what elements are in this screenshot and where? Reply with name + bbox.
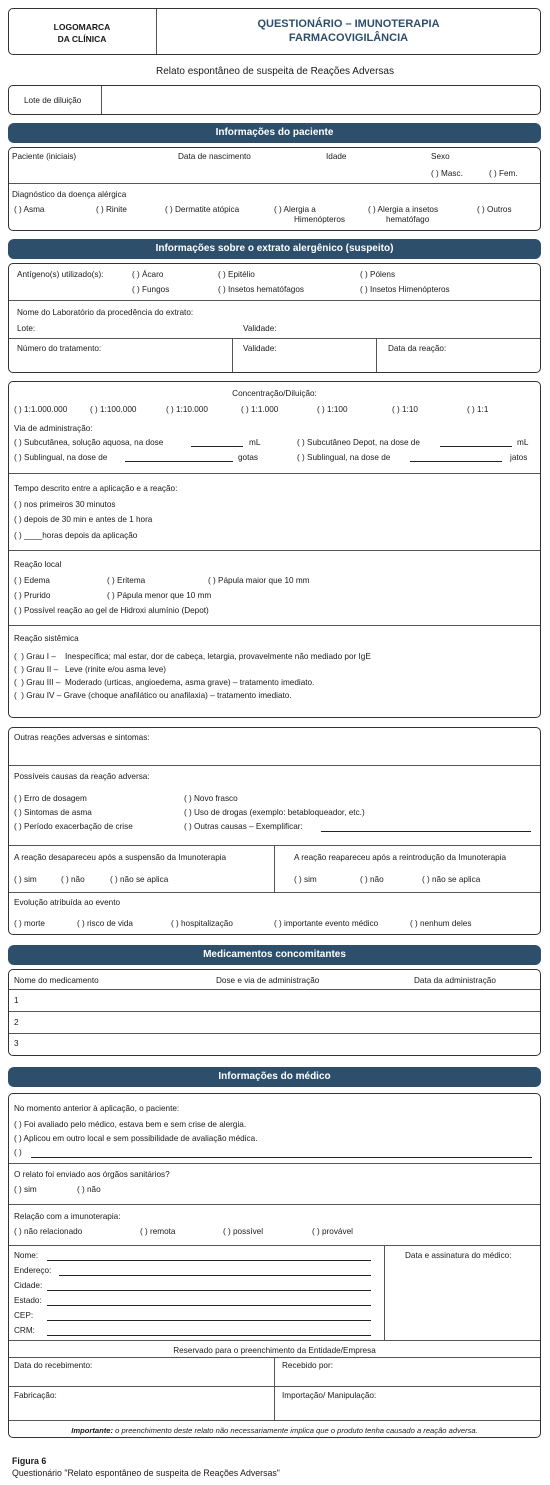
- import-label: Importação/ Manipulação:: [282, 1391, 377, 1400]
- doctor-signature-label: Data e assinatura do médico:: [405, 1251, 512, 1260]
- systemic-grau1-checkbox[interactable]: ( ) Grau I – Inespecífica; mal estar, dor de cabeça, letargia, provavelmente não mediado por IgE: [14, 652, 371, 661]
- extract-divider-1: [9, 300, 540, 301]
- diag-insetos-checkbox[interactable]: ( ) Alergia a insetos: [368, 205, 439, 214]
- conc-1-1-checkbox[interactable]: ( ) 1:1: [467, 405, 489, 414]
- received-by-label: Recebido por:: [282, 1361, 333, 1370]
- route-sublingual-jatos-checkbox[interactable]: ( ) Sublingual, na dose de: [297, 453, 391, 462]
- other-vdiv: [274, 846, 275, 892]
- reappeared-nao-checkbox[interactable]: ( ) não: [360, 875, 384, 884]
- doctor-section-band: Informações do médico: [8, 1067, 541, 1087]
- doctor-vdiv-2: [274, 1358, 275, 1420]
- conc-1-10000-checkbox[interactable]: ( ) 1:10.000: [166, 405, 208, 414]
- doctor-divider-4: [9, 1340, 540, 1341]
- conc-1-100000-checkbox[interactable]: ( ) 1:100.000: [90, 405, 137, 414]
- sex-fem-checkbox[interactable]: ( ) Fem.: [489, 169, 518, 178]
- meds-header-date: Data da administração: [414, 976, 496, 985]
- receipt-date-label: Data do recebimento:: [14, 1361, 93, 1370]
- logo-line1: LOGOMARCA: [53, 22, 111, 32]
- route-depot-unit: mL: [517, 438, 529, 447]
- conc-1-100-checkbox[interactable]: ( ) 1:100: [317, 405, 348, 414]
- lote-label: Lote de diluição: [24, 96, 82, 105]
- evolution-risco-checkbox[interactable]: ( ) risco de vida: [77, 919, 133, 928]
- doctor-address-field[interactable]: [59, 1275, 371, 1276]
- patient-section-band: Informações do paciente: [8, 123, 541, 143]
- doctor-divider-2: [9, 1204, 540, 1205]
- local-edema-checkbox[interactable]: ( ) Edema: [14, 576, 50, 585]
- local-papula-menor-checkbox[interactable]: ( ) Pápula menor que 10 mm: [107, 591, 212, 600]
- diag-rinite-checkbox[interactable]: ( ) Rinite: [96, 205, 127, 214]
- systemic-grau3-checkbox[interactable]: ( ) Grau III – Moderado (urticas, angioedema, asma grave) – tratamento imediato.: [14, 678, 315, 687]
- evolution-nenhum-checkbox[interactable]: ( ) nenhum deles: [410, 919, 472, 928]
- reappeared-sim-checkbox[interactable]: ( ) sim: [294, 875, 317, 884]
- systemic-grau2-checkbox[interactable]: ( ) Grau II – Leve (rinite e/ou asma leve): [14, 665, 166, 674]
- reserved-title: Reservado para o preenchimento da Entidade/Empresa: [173, 1346, 376, 1355]
- local-prurido-checkbox[interactable]: ( ) Prurido: [14, 591, 51, 600]
- route-sublingual-jatos-field[interactable]: [410, 461, 502, 462]
- evolution-morte-checkbox[interactable]: ( ) morte: [14, 919, 45, 928]
- form-title-line2: FARMACOVIGILÂNCIA: [288, 32, 409, 44]
- doctor-divider-6: [9, 1386, 540, 1387]
- reappeared-label: A reação reapareceu após a reintrodução da Imunoterapia: [294, 853, 507, 862]
- local-eritema-checkbox[interactable]: ( ) Eritema: [107, 576, 146, 585]
- prior-state-title: No momento anterior à aplicação, o paciente:: [14, 1104, 180, 1113]
- route-depot-dose-field[interactable]: [440, 446, 512, 447]
- cause-crise-checkbox[interactable]: ( ) Período exacerbação de crise: [14, 822, 133, 831]
- cause-asma-checkbox[interactable]: ( ) Sintomas de asma: [14, 808, 92, 817]
- concentration-title: Concentração/Diluição:: [232, 389, 317, 398]
- patient-box: [8, 147, 541, 231]
- time-30min-checkbox[interactable]: ( ) nos primeiros 30 minutos: [14, 500, 116, 509]
- diag-outros-checkbox[interactable]: ( ) Outros: [477, 205, 512, 214]
- figure-caption: Questionário "Relato espontâneo de suspeita de Reações Adversas": [12, 1468, 280, 1478]
- diag-himenopteros-checkbox[interactable]: ( ) Alergia a: [274, 205, 316, 214]
- extract-divider-2: [9, 338, 540, 339]
- reappeared-nsa-checkbox[interactable]: ( ) não se aplica: [422, 875, 481, 884]
- reaction-divider-2: [9, 550, 540, 551]
- validade-label: Validade:: [243, 324, 277, 333]
- conc-1-1000-checkbox[interactable]: ( ) 1:1.000: [241, 405, 279, 414]
- relation-nao-relacionado-checkbox[interactable]: ( ) não relacionado: [14, 1227, 83, 1236]
- doctor-address-label: Endereço:: [14, 1266, 52, 1275]
- doctor-city-field[interactable]: [47, 1290, 371, 1291]
- conc-1-10-checkbox[interactable]: ( ) 1:10: [392, 405, 418, 414]
- meds-header-name: Nome do medicamento: [14, 976, 99, 985]
- disappeared-sim-checkbox[interactable]: ( ) sim: [14, 875, 37, 884]
- patient-divider: [9, 183, 540, 184]
- doctor-vdiv-1: [384, 1246, 385, 1340]
- lote-field[interactable]: [103, 87, 539, 113]
- figure-label: Figura 6: [12, 1456, 47, 1466]
- antigen-polens-checkbox[interactable]: ( ) Pólens: [360, 270, 396, 279]
- route-depot-checkbox[interactable]: ( ) Subcutâneo Depot, na dose de: [297, 438, 420, 447]
- doctor-state-field[interactable]: [47, 1305, 371, 1306]
- local-reaction-title: Reação local: [14, 560, 62, 569]
- evolution-hospitalizacao-checkbox[interactable]: ( ) hospitalização: [171, 919, 233, 928]
- route-subcutanea-dose-field[interactable]: [191, 446, 243, 447]
- report-sent-nao-checkbox[interactable]: ( ) não: [77, 1185, 101, 1194]
- form-title-line1: QUESTIONÁRIO – IMUNOTERAPIA: [257, 18, 440, 30]
- diag-himenopteros-line2: Himenópteros: [294, 215, 345, 224]
- prior-avaliado-checkbox[interactable]: ( ) Foi avaliado pelo médico, estava bem e sem crise de alergia.: [14, 1120, 247, 1129]
- disappeared-nsa-checkbox[interactable]: ( ) não se aplica: [110, 875, 169, 884]
- logo-line2: DA CLÍNICA: [57, 34, 107, 44]
- disappeared-nao-checkbox[interactable]: ( ) não: [61, 875, 85, 884]
- meds-row-3[interactable]: 3: [14, 1039, 19, 1048]
- prior-outro-local-checkbox[interactable]: ( ) Aplicou em outro local e sem possibilidade de avaliação médica.: [14, 1134, 258, 1143]
- other-divider-3: [9, 892, 540, 893]
- diag-dermatite-checkbox[interactable]: ( ) Dermatite atópica: [165, 205, 240, 214]
- local-papula-maior-checkbox[interactable]: ( ) Pápula maior que 10 mm: [208, 576, 310, 585]
- local-gel-checkbox[interactable]: ( ) Possível reação ao gel de Hidroxi alumínio (Depot): [14, 606, 209, 615]
- meds-row-divider-2: [9, 1011, 540, 1012]
- prior-other-checkbox[interactable]: ( ): [14, 1148, 22, 1157]
- extract-box: [8, 263, 541, 373]
- doctor-name-label: Nome:: [14, 1251, 39, 1260]
- extract-section-band: Informações sobre o extrato alergênico (suspeito): [8, 239, 541, 259]
- antigen-label: Antígeno(s) utilizado(s):: [17, 270, 104, 279]
- conc-1-1000000-checkbox[interactable]: ( ) 1:1.000.000: [14, 405, 68, 414]
- cause-outras-field[interactable]: [321, 831, 531, 832]
- meds-row-divider-3: [9, 1033, 540, 1034]
- lote-field-label: Lote:: [17, 324, 36, 333]
- meds-row-2[interactable]: 2: [14, 1018, 19, 1027]
- doctor-divider-3: [9, 1245, 540, 1246]
- systemic-grau4-checkbox[interactable]: ( ) Grau IV – Grave (choque anafilático ou anafilaxia) – tratamento imediato.: [14, 691, 292, 700]
- route-sublingual-gotas-field[interactable]: [125, 461, 233, 462]
- report-sent-sim-checkbox[interactable]: ( ) sim: [14, 1185, 37, 1194]
- doctor-cep-field[interactable]: [47, 1320, 371, 1321]
- patient-dob-label: Data de nascimento: [178, 152, 251, 161]
- doctor-crm-field[interactable]: [47, 1335, 371, 1336]
- antigen-hematofagos-checkbox[interactable]: ( ) Insetos hematófagos: [218, 285, 305, 294]
- extract-vdiv-1: [232, 339, 233, 372]
- disappeared-label: A reação desapareceu após a suspensão da Imunoterapia: [14, 853, 227, 862]
- important-note-text: o preenchimento deste relato não necessariamente implica que o produto tenha causado a reação adversa.: [113, 1426, 478, 1435]
- other-reactions-label: Outras reações adversas e sintomas:: [14, 733, 150, 742]
- cause-outras-checkbox[interactable]: ( ) Outras causas – Exemplificar:: [184, 822, 303, 831]
- time-1hour-checkbox[interactable]: ( ) depois de 30 min e antes de 1 hora: [14, 515, 153, 524]
- prior-other-field[interactable]: [31, 1157, 532, 1158]
- other-divider-1: [9, 765, 540, 766]
- relation-provavel-checkbox[interactable]: ( ) provável: [312, 1227, 353, 1236]
- diag-insetos-line2: hematófago: [386, 215, 430, 224]
- evolution-title: Evolução atribuída ao evento: [14, 898, 121, 907]
- doctor-city-label: Cidade:: [14, 1281, 43, 1290]
- doctor-name-field[interactable]: [47, 1260, 371, 1261]
- diag-asma-checkbox[interactable]: ( ) Asma: [14, 205, 45, 214]
- doctor-divider-1: [9, 1163, 540, 1164]
- doctor-crm-label: CRM:: [14, 1326, 35, 1335]
- evolution-importante-checkbox[interactable]: ( ) importante evento médico: [274, 919, 379, 928]
- manufacture-label: Fabricação:: [14, 1391, 57, 1400]
- antigen-himenopteros-checkbox[interactable]: ( ) Insetos Himenópteros: [360, 285, 450, 294]
- treatment-number-label: Número do tratamento:: [17, 344, 102, 353]
- diagnosis-label: Diagnóstico da doença alérgica: [12, 190, 127, 199]
- doctor-divider-7: [9, 1420, 540, 1421]
- sex-masc-checkbox[interactable]: ( ) Masc.: [431, 169, 463, 178]
- reaction-date-label: Data da reação:: [388, 344, 447, 353]
- antigen-fungos-checkbox[interactable]: ( ) Fungos: [132, 285, 170, 294]
- relation-possivel-checkbox[interactable]: ( ) possível: [223, 1227, 264, 1236]
- time-hours-checkbox[interactable]: ( ) ____horas depois da aplicação: [14, 531, 138, 540]
- meds-row-1[interactable]: 1: [14, 996, 19, 1005]
- patient-name-label: Paciente (iniciais): [12, 152, 77, 161]
- route-sublingual-gotas-checkbox[interactable]: ( ) Sublingual, na dose de: [14, 453, 108, 462]
- extract-vdiv-2: [376, 339, 377, 372]
- reaction-divider-1: [9, 473, 540, 474]
- antigen-acaro-checkbox[interactable]: ( ) Ácaro: [132, 270, 164, 279]
- cause-frasco-checkbox[interactable]: ( ) Novo frasco: [184, 794, 238, 803]
- important-note: [8, 1426, 541, 1435]
- important-note-label: Importante:: [71, 1426, 114, 1435]
- antigen-epitelio-checkbox[interactable]: ( ) Epitélio: [218, 270, 255, 279]
- patient-age-label: Idade: [326, 152, 347, 161]
- time-title: Tempo descrito entre a aplicação e a reação:: [14, 484, 178, 493]
- meds-section-band: Medicamentos concomitantes: [8, 945, 541, 965]
- doctor-cep-label: CEP:: [14, 1311, 34, 1320]
- meds-row-divider-1: [9, 989, 540, 990]
- route-subcutanea-checkbox[interactable]: ( ) Subcutânea, solução aquosa, na dose: [14, 438, 164, 447]
- validade2-label: Validade:: [243, 344, 277, 353]
- lote-divider: [101, 86, 102, 114]
- cause-drogas-checkbox[interactable]: ( ) Uso de drogas (exemplo: betabloqueador, etc.): [184, 808, 365, 817]
- route-label: Via de administração:: [14, 424, 93, 433]
- patient-sex-label: Sexo: [431, 152, 450, 161]
- cause-dosagem-checkbox[interactable]: ( ) Erro de dosagem: [14, 794, 87, 803]
- doctor-state-label: Estado:: [14, 1296, 42, 1305]
- route-subcutanea-unit: mL: [249, 438, 261, 447]
- report-sent-label: O relato foi enviado aos órgãos sanitários?: [14, 1170, 170, 1179]
- form-subtitle: Relato espontâneo de suspeita de Reações Adversas: [156, 66, 394, 77]
- route-sublingual-gotas-unit: gotas: [238, 453, 259, 462]
- route-sublingual-jatos-unit: jatos: [510, 453, 528, 462]
- relation-title: Relação com a imunoterapia:: [14, 1212, 121, 1221]
- lab-name-label: Nome do Laboratório da procedência do extrato:: [17, 308, 194, 317]
- meds-header-dose: Dose e via de administração: [216, 976, 320, 985]
- reaction-divider-3: [9, 625, 540, 626]
- relation-remota-checkbox[interactable]: ( ) remota: [140, 1227, 176, 1236]
- causes-title: Possíveis causas da reação adversa:: [14, 772, 150, 781]
- systemic-reaction-title: Reação sistêmica: [14, 634, 79, 643]
